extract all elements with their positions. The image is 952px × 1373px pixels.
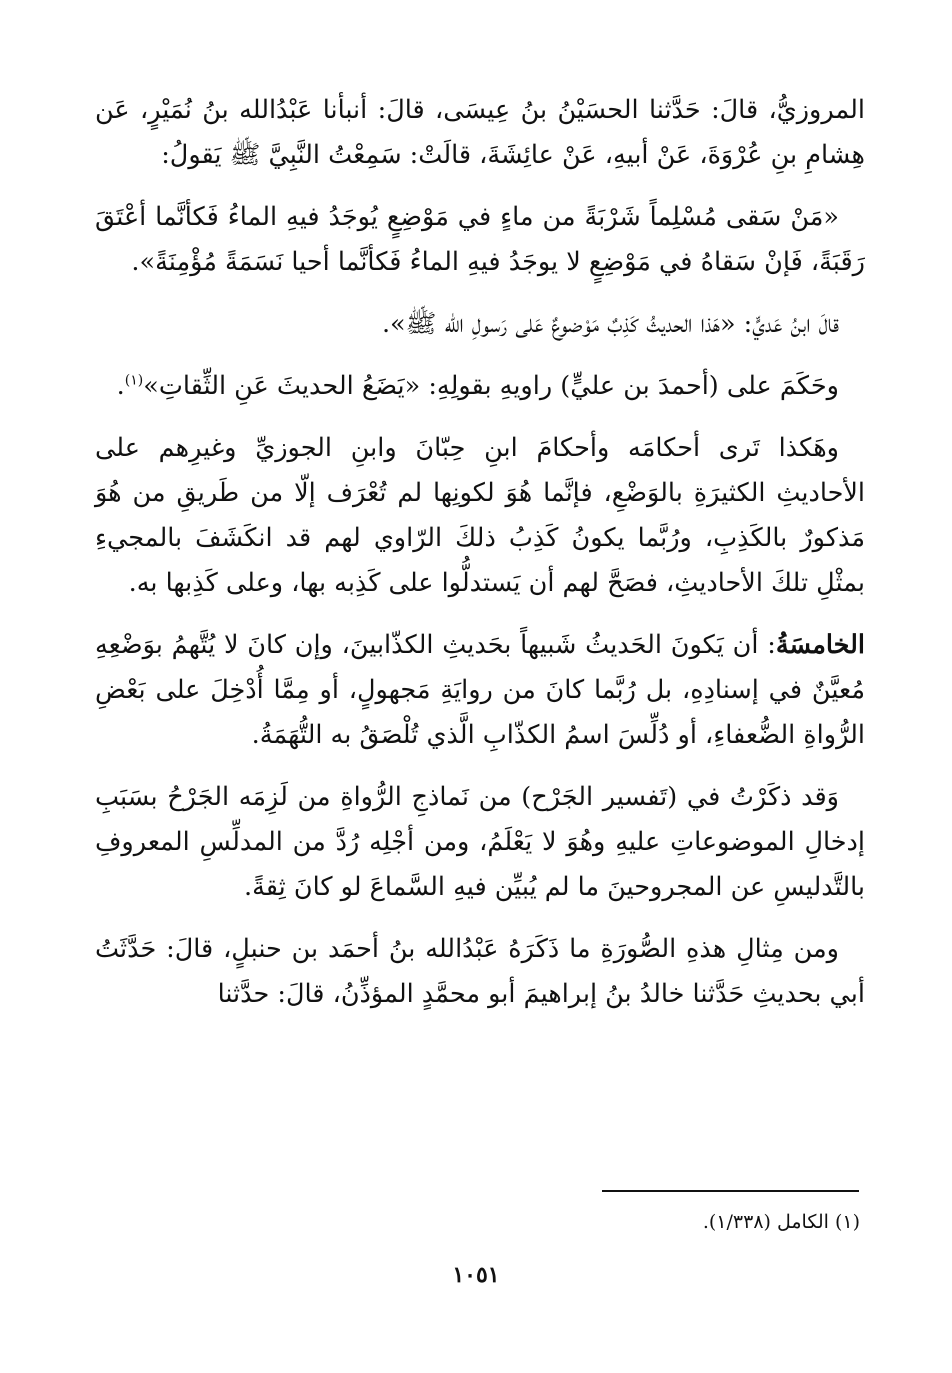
paragraph-8 bbox=[95, 927, 865, 1017]
paragraph-4-text: وحَكَمَ على (أحمدَ بن عليٍّ) راويهِ بقولِهِ: «يَضَعُ الحديثَ عَنِ الثِّقاتِ» bbox=[143, 371, 839, 401]
footnote-reference: (١) bbox=[124, 372, 144, 389]
page-number: ١٠٥١ bbox=[452, 1262, 500, 1288]
page-body bbox=[95, 88, 865, 1034]
paragraph-7-text: وَقد ذكَرْتُ في (تَفسير الجَرْح) من نَماذجِ الرُّواةِ من لَزِمَه الجَرْحُ بسَبَبِ إدخالِ الموضوعاتِ عليهِ وهُوَ لا يَعْلَمُ، ومن أجْلِه رُدَّ من المدلِّسِ المعروفِ بالتَّدليسِ عن المجروحينَ ما لم يُبيِّن فيهِ السَّماعَ لو كانَ ثِقةً. bbox=[95, 782, 865, 902]
paragraph-6-text: : أن يَكونَ الحَديثُ شَبيهاً بحَديثِ الكذّابينَ، وإن كانَ لا يُتَّهمُ بوَضْعِهِ مُعيَّنٌ في إسنادِهِ، بل رُبَّما كانَ من روايَةِ مَجهولٍ، أو مِمَّا أُدْخِلَ على بَعْضِ الرُّواةِ الضُّعفاءِ، أو دُلِّسَ اسمُ الكذّابِ الَّذي تُلْصَقُ به التُّهَمَةُ. bbox=[95, 630, 865, 750]
paragraph-4 bbox=[95, 364, 865, 409]
section-lead-term: الخامسَةُ bbox=[775, 630, 865, 660]
paragraph-7 bbox=[95, 775, 865, 910]
paragraph-2-hadith bbox=[95, 195, 865, 285]
paragraph-3-text: قالَ ابنُ عَديٍّ: «هَذا الحديثُ كَذِبٌ مَوْضوعٌ عَلى رَسولِ الله ﷺ». bbox=[381, 309, 839, 339]
paragraph-6 bbox=[95, 623, 865, 758]
paragraph-1-text: المروزيُّ، قالَ: حَدَّثنا الحسَيْنُ بنُ عِيسَى، قالَ: أنبأنا عَبْدُالله بنُ نُمَيْرٍ، عَن هِشامِ بنِ عُرْوَةَ، عَنْ أبيهِ، عَنْ عائِشَةَ، قالَتْ: سَمِعْتُ النَّبِيَّ ﷺ يَقولُ: bbox=[95, 95, 865, 170]
paragraph-4-tail: . bbox=[116, 371, 125, 401]
paragraph-5-text: وهَكذا تَرى أحكامَه وأحكامَ ابنِ حِبّانَ وابنِ الجوزيِّ وغيرِهم على الأحاديثِ الكثيرَةِ بالوَضْعِ، فإنَّما هُوَ لكونِها لم تُعْرَف إلّا من طَريقِ من هُوَ مَذكورٌ بالكَذِبِ، ورُبَّما يكونُ كَذِبُ ذلكَ الرّاوي لهم قد انكَشَفَ بالمجيءِ بمثْلِ تلكَ الأحاديثِ، فصَحَّ لهم أن يَستدلُّوا على كَذِبه بها، وعلى كَذِبها به. bbox=[95, 433, 865, 598]
paragraph-2-text: «مَنْ سَقى مُسْلِماً شَرْبَةً من ماءٍ في مَوْضِعٍ يُوجَدُ فيهِ الماءُ فَكأنَّما أعْتَقَ رَقَبَةً، فَإنْ سَقاهُ في مَوْضِعٍ لا يوجَدُ فيهِ الماءُ فَكأنَّما أحيا نَسَمَةً مُؤْمِنَةً». bbox=[95, 202, 865, 277]
footnote-divider bbox=[602, 1190, 859, 1192]
paragraph-8-text: ومن مِثالِ هذهِ الصُّورَةِ ما ذَكَرَهُ عَبْدُالله بنُ أحمَد بن حنبلٍ، قالَ: حَدَّثَتُ أبي بحديثِ حَدَّثنا خالدُ بنُ إبراهيمَ أبو محمَّدٍ المؤذِّنُ، قالَ: حدَّثنا bbox=[95, 934, 865, 1009]
paragraph-3 bbox=[95, 302, 865, 347]
paragraph-1 bbox=[95, 88, 865, 178]
footnote: (١) الكامل (١/٣٣٨). bbox=[702, 1211, 860, 1233]
paragraph-5 bbox=[95, 426, 865, 606]
